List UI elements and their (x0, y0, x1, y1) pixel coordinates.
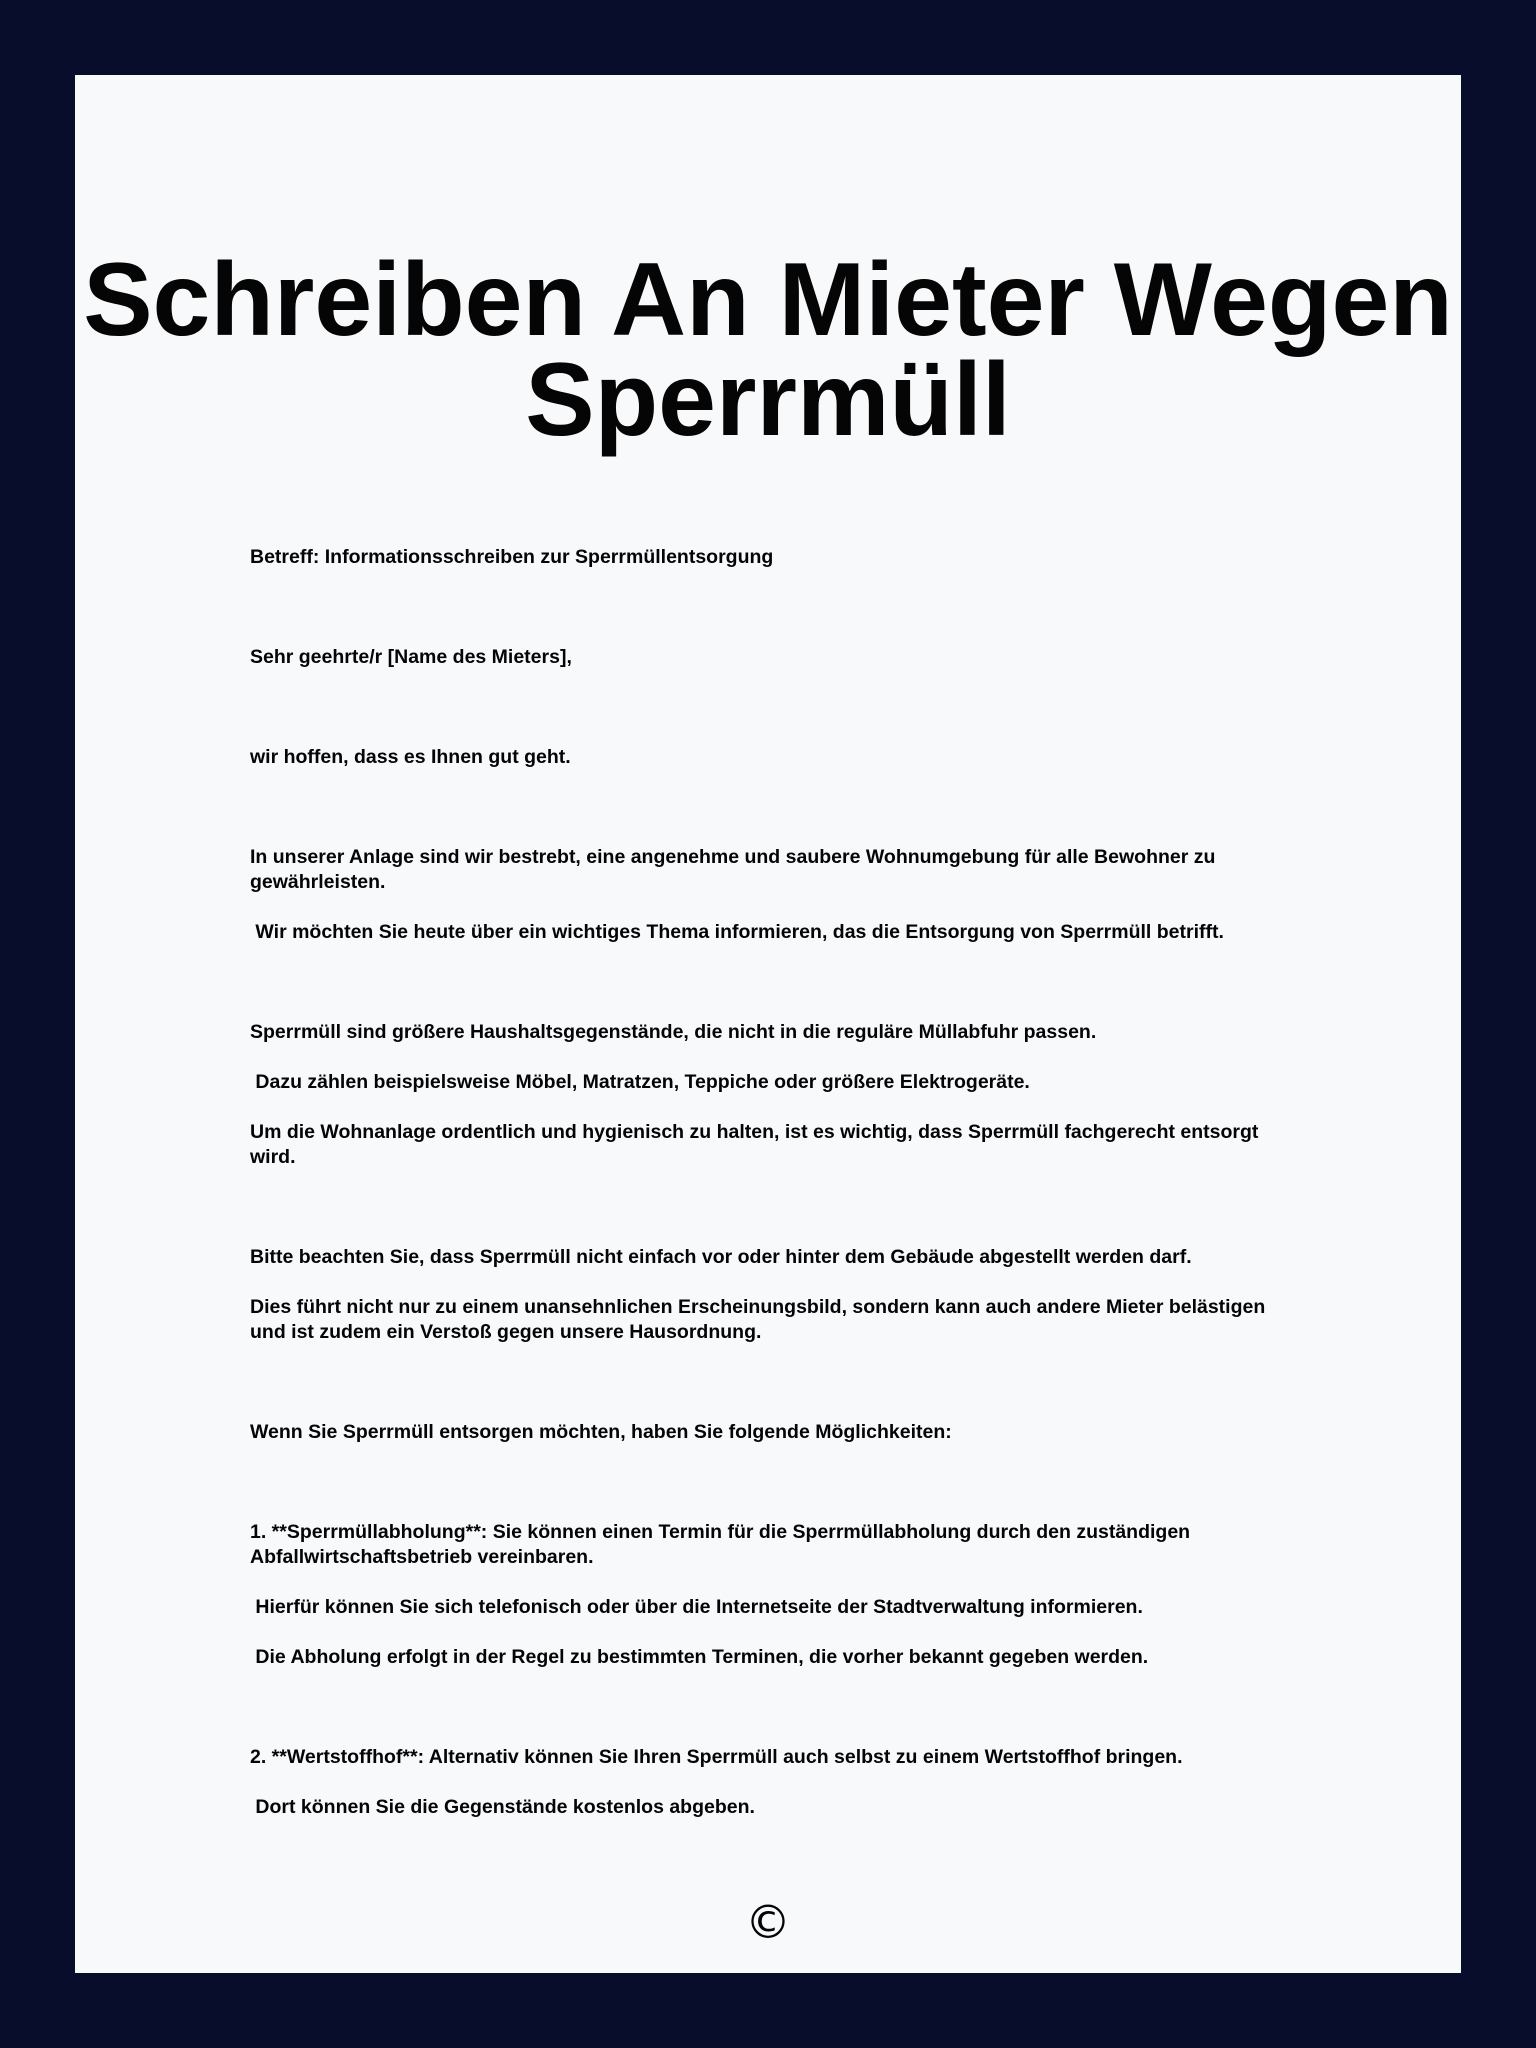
title-line: Schreiben An Mieter Wegen (83, 242, 1453, 358)
paragraph-line: Dies führt nicht nur zu einem unansehnlichen Erscheinungsbild, sondern kann auch andere Mieter belästigen und ist zudem ein Verstoß gegen unsere Hausordnung. (250, 1296, 1271, 1343)
definition-paragraph (250, 1020, 1270, 1170)
subject-line: Betreff: Informationsschreiben zur Sperrmüllentsorgung (250, 546, 774, 568)
paragraph-line: Um die Wohnanlage ordentlich und hygienisch zu halten, ist es wichtig, dass Sperrmüll fachgerecht entsorgt wird. (250, 1121, 1264, 1168)
option-recycling-center (250, 1745, 1270, 1820)
salutation-line: Sehr geehrte/r [Name des Mieters], (250, 646, 572, 668)
paragraph-line: Dort können Sie die Gegenstände kostenlos abgeben. (250, 1796, 755, 1818)
document-page (75, 75, 1461, 1973)
option-pickup (250, 1520, 1270, 1670)
paragraph-line: In unserer Anlage sind wir bestrebt, eine angenehme und saubere Wohnumgebung für alle Bewohner zu gewährleisten. (250, 846, 1221, 893)
letter-body (250, 545, 1270, 1820)
paragraph-line: 2. **Wertstoffhof**: Alternativ können Sie Ihren Sperrmüll auch selbst zu einem Wertstoffhof bringen. (250, 1746, 1183, 1768)
paragraph-line: Sperrmüll sind größere Haushaltsgegenstände, die nicht in die reguläre Müllabfuhr passen. (250, 1021, 1097, 1043)
paragraph-line: Bitte beachten Sie, dass Sperrmüll nicht einfach vor oder hinter dem Gebäude abgestellt werden darf. (250, 1246, 1192, 1268)
paragraph-line: 1. **Sperrmüllabholung**: Sie können einen Termin für die Sperrmüllabholung durch den zuständigen Abfallwirtschaftsbetrieb vereinbaren. (250, 1521, 1195, 1568)
notice-paragraph (250, 1245, 1270, 1345)
paragraph-line: Dazu zählen beispielsweise Möbel, Matratzen, Teppiche oder größere Elektrogeräte. (250, 1071, 1030, 1093)
subject-block (250, 545, 1270, 570)
greeting-block (250, 745, 1270, 770)
paragraph-line: Wir möchten Sie heute über ein wichtiges Thema informieren, das die Entsorgung von Sperrmüll betrifft. (250, 921, 1224, 943)
salutation-block (250, 645, 1270, 670)
intro-paragraph (250, 845, 1270, 945)
copyright-symbol: © (745, 1895, 791, 1949)
greeting-line: wir hoffen, dass es Ihnen gut geht. (250, 746, 571, 768)
paragraph-line: Wenn Sie Sperrmüll entsorgen möchten, haben Sie folgende Möglichkeiten: (250, 1421, 952, 1443)
options-intro (250, 1420, 1270, 1445)
paragraph-line: Die Abholung erfolgt in der Regel zu bestimmten Terminen, die vorher bekannt gegeben werden. (250, 1646, 1149, 1668)
document-title (75, 242, 1461, 458)
paragraph-line: Hierfür können Sie sich telefonisch oder über die Internetseite der Stadtverwaltung informieren. (250, 1596, 1143, 1618)
title-line: Sperrmüll (525, 342, 1011, 458)
